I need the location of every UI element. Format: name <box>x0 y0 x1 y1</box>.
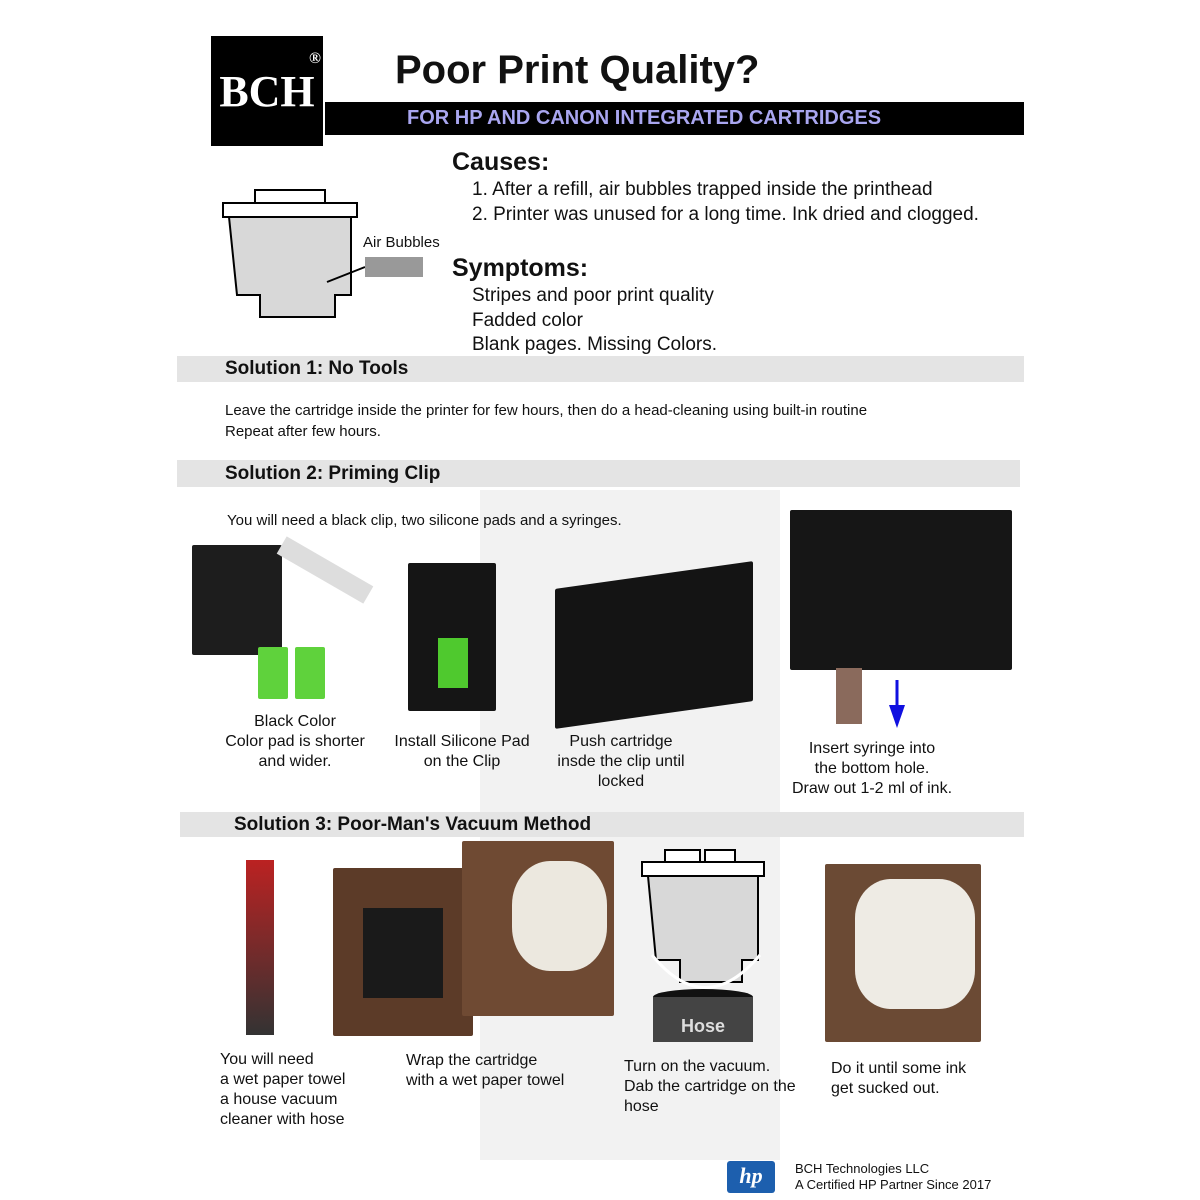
hose-label: Hose <box>680 1016 725 1036</box>
caption-line: Color pad is shorter <box>225 733 365 750</box>
registered-mark: ® <box>309 50 321 67</box>
cartridge-diagram <box>215 185 455 335</box>
caption-line: Turn on the vacuum. <box>624 1058 771 1075</box>
step-caption <box>205 712 385 772</box>
canon-cartridge-photo <box>790 510 1012 670</box>
step-caption <box>406 1051 564 1091</box>
company-name: BCH Technologies LLC <box>795 1161 930 1176</box>
wrap-cartridge-photo <box>333 868 473 1036</box>
causes-heading: Causes: <box>452 148 550 176</box>
cause-item: 1. After a refill, air bubbles trapped inside the printhead <box>472 179 933 200</box>
symptom-item: Blank pages. Missing Colors. <box>472 334 717 355</box>
company-tagline: A Certified HP Partner Since 2017 <box>795 1177 992 1192</box>
logo-text: BCH <box>219 66 315 116</box>
ink-on-towel-photo <box>825 864 981 1042</box>
caption-line: Draw out 1-2 ml of ink. <box>791 780 953 797</box>
symptoms-heading: Symptoms: <box>452 254 589 282</box>
step-caption <box>831 1059 966 1099</box>
clip-with-pad-photo <box>408 563 496 711</box>
solution2-intro: You will need a black clip, two silicone pads and a syringes. <box>227 512 622 529</box>
air-bubbles-label: Air Bubbles <box>363 234 440 251</box>
symptom-item: Stripes and poor print quality <box>472 285 714 306</box>
caption-line: a wet paper towel <box>220 1071 346 1088</box>
caption-line: with a wet paper towel <box>406 1072 565 1089</box>
caption-line: Do it until some ink <box>831 1060 967 1077</box>
caption-line: Wrap the cartridge <box>406 1052 538 1069</box>
caption-line: Install Silicone Pad <box>394 733 530 750</box>
caption-line: a house vacuum <box>220 1091 338 1108</box>
step-caption <box>772 739 972 799</box>
step-caption <box>220 1050 345 1130</box>
symptom-item: Fadded color <box>472 310 583 331</box>
syringe-photo <box>277 536 374 603</box>
caption-line: Dab the cartridge on the <box>624 1078 796 1095</box>
caption-line: on the Clip <box>423 753 501 770</box>
down-arrow-icon <box>887 680 907 730</box>
caption-line: the bottom hole. <box>814 760 930 777</box>
caption-line: Insert syringe into <box>808 740 936 757</box>
footer-text <box>795 1161 991 1193</box>
solution2-heading: Solution 2: Priming Clip <box>177 460 1020 487</box>
cartridge-on-hose-diagram <box>630 845 780 1045</box>
step-caption <box>541 732 701 792</box>
caption-line: Push cartridge <box>569 733 673 750</box>
step-caption <box>382 732 542 772</box>
hp-logo: hp <box>727 1161 775 1193</box>
cartridge-in-clip-photo <box>555 561 753 729</box>
clip-photo <box>192 545 282 655</box>
solution1-line: Repeat after few hours. <box>225 423 381 440</box>
caption-line: hose <box>624 1098 659 1115</box>
page-title: Poor Print Quality? <box>395 48 760 92</box>
caption-line: You will need <box>220 1051 314 1068</box>
black-pad-photo <box>258 647 288 699</box>
syringe-photo <box>836 668 862 724</box>
solution3-heading: Solution 3: Poor-Man's Vacuum Method <box>180 812 1024 837</box>
color-pad-photo <box>295 647 325 699</box>
caption-line: Black Color <box>254 713 336 730</box>
subtitle-banner: FOR HP AND CANON INTEGRATED CARTRIDGES <box>325 102 1024 135</box>
paper-towel-photo <box>462 841 614 1016</box>
caption-line: cleaner with hose <box>220 1111 345 1128</box>
caption-line: and wider. <box>258 753 332 770</box>
solution1-line: Leave the cartridge inside the printer for few hours, then do a head-cleaning using built-in routine <box>225 402 868 419</box>
caption-line: locked <box>597 773 645 790</box>
caption-line: get sucked out. <box>831 1080 940 1097</box>
step-caption <box>624 1057 796 1117</box>
vacuum-photo <box>246 860 274 1035</box>
cause-item: 2. Printer was unused for a long time. Ink dried and clogged. <box>472 204 979 225</box>
solution1-heading: Solution 1: No Tools <box>177 356 1024 382</box>
bch-logo <box>211 36 323 146</box>
caption-line: insde the clip until <box>557 753 685 770</box>
